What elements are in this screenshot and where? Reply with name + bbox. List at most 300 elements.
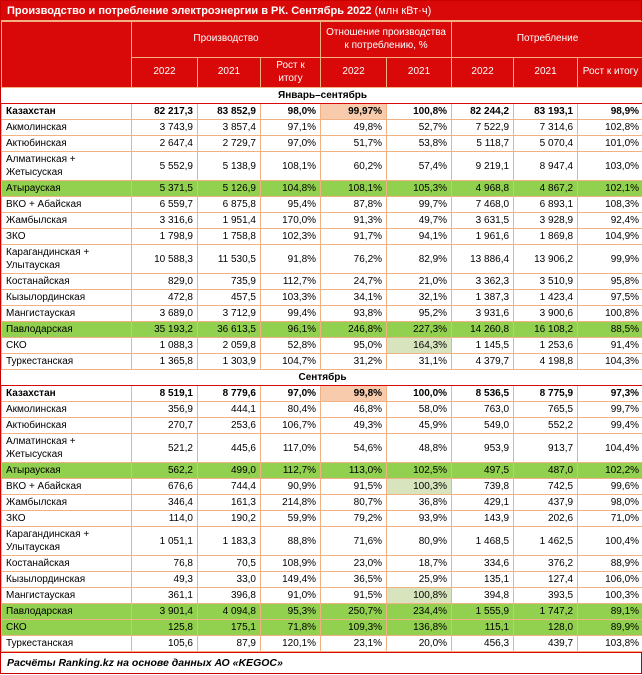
value-cell: 88,5% bbox=[578, 322, 642, 338]
data-row bbox=[2, 245, 642, 274]
value-cell: 80,4% bbox=[261, 402, 321, 418]
value-cell: 2 647,4 bbox=[132, 136, 198, 152]
value-cell: 97,3% bbox=[578, 386, 642, 402]
value-cell: 83 193,1 bbox=[514, 104, 578, 120]
value-cell: 91,5% bbox=[321, 479, 387, 495]
value-cell: 21,0% bbox=[387, 274, 452, 290]
value-cell: 127,4 bbox=[514, 572, 578, 588]
value-cell: 136,8% bbox=[387, 620, 452, 636]
value-cell: 101,0% bbox=[578, 136, 642, 152]
data-row bbox=[2, 418, 642, 434]
value-cell: 108,9% bbox=[261, 556, 321, 572]
value-cell: 3 631,5 bbox=[452, 213, 514, 229]
value-cell: 3 316,6 bbox=[132, 213, 198, 229]
value-cell: 82 244,2 bbox=[452, 104, 514, 120]
value-cell: 104,8% bbox=[261, 181, 321, 197]
region-cell: Атырауская bbox=[2, 181, 132, 197]
value-cell: 32,1% bbox=[387, 290, 452, 306]
value-cell: 253,6 bbox=[198, 418, 261, 434]
value-cell: 164,3% bbox=[387, 338, 452, 354]
value-cell: 3 931,6 bbox=[452, 306, 514, 322]
value-cell: 3 900,6 bbox=[514, 306, 578, 322]
value-cell: 57,4% bbox=[387, 152, 452, 181]
report-title-text: Производство и потребление электроэнергии в РК. Сентябрь 2022 bbox=[7, 5, 372, 17]
value-cell: 7 522,9 bbox=[452, 120, 514, 136]
value-cell: 79,2% bbox=[321, 511, 387, 527]
value-cell: 376,2 bbox=[514, 556, 578, 572]
col-header-prod-2021: 2021 bbox=[198, 58, 261, 88]
value-cell: 106,0% bbox=[578, 572, 642, 588]
value-cell: 108,3% bbox=[578, 197, 642, 213]
section-label: Январь–сентябрь bbox=[2, 88, 642, 104]
value-cell: 6 893,1 bbox=[514, 197, 578, 213]
value-cell: 99,4% bbox=[261, 306, 321, 322]
value-cell: 82 217,3 bbox=[132, 104, 198, 120]
value-cell: 763,0 bbox=[452, 402, 514, 418]
value-cell: 95,4% bbox=[261, 197, 321, 213]
value-cell: 457,5 bbox=[198, 290, 261, 306]
value-cell: 521,2 bbox=[132, 434, 198, 463]
value-cell: 497,5 bbox=[452, 463, 514, 479]
group-header-ratio: Отношение производства к потреблению, % bbox=[321, 22, 452, 58]
value-cell: 161,3 bbox=[198, 495, 261, 511]
value-cell: 91,5% bbox=[321, 588, 387, 604]
value-cell: 97,5% bbox=[578, 290, 642, 306]
value-cell: 88,9% bbox=[578, 556, 642, 572]
value-cell: 59,9% bbox=[261, 511, 321, 527]
data-row bbox=[2, 636, 642, 652]
value-cell: 93,8% bbox=[321, 306, 387, 322]
value-cell: 765,5 bbox=[514, 402, 578, 418]
value-cell: 1 951,4 bbox=[198, 213, 261, 229]
col-header-cons-2022: 2022 bbox=[452, 58, 514, 88]
value-cell: 356,9 bbox=[132, 402, 198, 418]
value-cell: 31,2% bbox=[321, 354, 387, 370]
data-row bbox=[2, 495, 642, 511]
value-cell: 120,1% bbox=[261, 636, 321, 652]
col-header-ratio-2021: 2021 bbox=[387, 58, 452, 88]
value-cell: 53,8% bbox=[387, 136, 452, 152]
value-cell: 91,8% bbox=[261, 245, 321, 274]
value-cell: 125,8 bbox=[132, 620, 198, 636]
section-label-row bbox=[2, 370, 642, 386]
value-cell: 54,6% bbox=[321, 434, 387, 463]
data-row bbox=[2, 604, 642, 620]
value-cell: 92,4% bbox=[578, 213, 642, 229]
value-cell: 102,3% bbox=[261, 229, 321, 245]
value-cell: 1 183,3 bbox=[198, 527, 261, 556]
value-cell: 472,8 bbox=[132, 290, 198, 306]
value-cell: 108,1% bbox=[321, 181, 387, 197]
value-cell: 20,0% bbox=[387, 636, 452, 652]
value-cell: 104,4% bbox=[578, 434, 642, 463]
data-row bbox=[2, 620, 642, 636]
data-row bbox=[2, 434, 642, 463]
value-cell: 3 510,9 bbox=[514, 274, 578, 290]
data-row bbox=[2, 290, 642, 306]
value-cell: 1 051,1 bbox=[132, 527, 198, 556]
value-cell: 3 689,0 bbox=[132, 306, 198, 322]
value-cell: 97,0% bbox=[261, 136, 321, 152]
value-cell: 562,2 bbox=[132, 463, 198, 479]
value-cell: 429,1 bbox=[452, 495, 514, 511]
value-cell: 102,8% bbox=[578, 120, 642, 136]
value-cell: 953,9 bbox=[452, 434, 514, 463]
value-cell: 1 468,5 bbox=[452, 527, 514, 556]
region-cell: СКО bbox=[2, 620, 132, 636]
value-cell: 135,1 bbox=[452, 572, 514, 588]
data-row bbox=[2, 136, 642, 152]
value-cell: 114,0 bbox=[132, 511, 198, 527]
value-cell: 10 588,3 bbox=[132, 245, 198, 274]
data-row bbox=[2, 120, 642, 136]
value-cell: 202,6 bbox=[514, 511, 578, 527]
value-cell: 97,0% bbox=[261, 386, 321, 402]
value-cell: 6 875,8 bbox=[198, 197, 261, 213]
region-cell: Актюбинская bbox=[2, 136, 132, 152]
value-cell: 98,0% bbox=[578, 495, 642, 511]
value-cell: 1 798,9 bbox=[132, 229, 198, 245]
value-cell: 1 088,3 bbox=[132, 338, 198, 354]
value-cell: 80,7% bbox=[321, 495, 387, 511]
value-cell: 2 059,8 bbox=[198, 338, 261, 354]
value-cell: 112,7% bbox=[261, 274, 321, 290]
region-cell: Казахстан bbox=[2, 386, 132, 402]
value-cell: 1 747,2 bbox=[514, 604, 578, 620]
region-cell: Алматинская + Жетысуская bbox=[2, 152, 132, 181]
value-cell: 36 613,5 bbox=[198, 322, 261, 338]
value-cell: 214,8% bbox=[261, 495, 321, 511]
value-cell: 1 462,5 bbox=[514, 527, 578, 556]
value-cell: 1 253,6 bbox=[514, 338, 578, 354]
region-cell: Жамбылская bbox=[2, 213, 132, 229]
data-row bbox=[2, 306, 642, 322]
region-cell: Атырауская bbox=[2, 463, 132, 479]
data-row bbox=[2, 213, 642, 229]
report-title-unit: (млн кВт·ч) bbox=[374, 5, 432, 17]
value-cell: 346,4 bbox=[132, 495, 198, 511]
value-cell: 3 743,9 bbox=[132, 120, 198, 136]
region-cell: Туркестанская bbox=[2, 354, 132, 370]
value-cell: 70,5 bbox=[198, 556, 261, 572]
value-cell: 25,9% bbox=[387, 572, 452, 588]
value-cell: 445,6 bbox=[198, 434, 261, 463]
data-row bbox=[2, 463, 642, 479]
value-cell: 5 552,9 bbox=[132, 152, 198, 181]
value-cell: 99,8% bbox=[321, 386, 387, 402]
value-cell: 14 260,8 bbox=[452, 322, 514, 338]
value-cell: 99,97% bbox=[321, 104, 387, 120]
value-cell: 9 219,1 bbox=[452, 152, 514, 181]
value-cell: 739,8 bbox=[452, 479, 514, 495]
value-cell: 18,7% bbox=[387, 556, 452, 572]
value-cell: 99,7% bbox=[578, 402, 642, 418]
value-cell: 5 070,4 bbox=[514, 136, 578, 152]
value-cell: 105,6 bbox=[132, 636, 198, 652]
data-row bbox=[2, 338, 642, 354]
value-cell: 3 712,9 bbox=[198, 306, 261, 322]
value-cell: 7 468,0 bbox=[452, 197, 514, 213]
value-cell: 8 779,6 bbox=[198, 386, 261, 402]
value-cell: 80,9% bbox=[387, 527, 452, 556]
value-cell: 8 775,9 bbox=[514, 386, 578, 402]
value-cell: 99,4% bbox=[578, 418, 642, 434]
value-cell: 6 559,7 bbox=[132, 197, 198, 213]
region-cell: Костанайская bbox=[2, 556, 132, 572]
value-cell: 89,9% bbox=[578, 620, 642, 636]
region-cell: Алматинская + Жетысуская bbox=[2, 434, 132, 463]
table-header bbox=[2, 22, 642, 88]
value-cell: 91,4% bbox=[578, 338, 642, 354]
region-cell: ЗКО bbox=[2, 511, 132, 527]
value-cell: 175,1 bbox=[198, 620, 261, 636]
col-header-cons-growth: Рост к итогу bbox=[578, 58, 642, 88]
value-cell: 100,8% bbox=[578, 306, 642, 322]
value-cell: 128,0 bbox=[514, 620, 578, 636]
value-cell: 1 555,9 bbox=[452, 604, 514, 620]
value-cell: 143,9 bbox=[452, 511, 514, 527]
value-cell: 49,3% bbox=[321, 418, 387, 434]
value-cell: 396,8 bbox=[198, 588, 261, 604]
value-cell: 103,3% bbox=[261, 290, 321, 306]
col-header-prod-2022: 2022 bbox=[132, 58, 198, 88]
value-cell: 23,1% bbox=[321, 636, 387, 652]
data-row bbox=[2, 197, 642, 213]
value-cell: 5 138,9 bbox=[198, 152, 261, 181]
data-row bbox=[2, 229, 642, 245]
region-cell: ВКО + Абайская bbox=[2, 479, 132, 495]
value-cell: 93,9% bbox=[387, 511, 452, 527]
data-row bbox=[2, 152, 642, 181]
value-cell: 487,0 bbox=[514, 463, 578, 479]
value-cell: 105,3% bbox=[387, 181, 452, 197]
value-cell: 100,8% bbox=[387, 588, 452, 604]
value-cell: 36,8% bbox=[387, 495, 452, 511]
value-cell: 49,7% bbox=[387, 213, 452, 229]
value-cell: 95,3% bbox=[261, 604, 321, 620]
value-cell: 71,0% bbox=[578, 511, 642, 527]
value-cell: 100,4% bbox=[578, 527, 642, 556]
region-cell: Мангистауская bbox=[2, 306, 132, 322]
region-cell: Мангистауская bbox=[2, 588, 132, 604]
value-cell: 1 869,8 bbox=[514, 229, 578, 245]
data-row bbox=[2, 588, 642, 604]
value-cell: 95,8% bbox=[578, 274, 642, 290]
value-cell: 334,6 bbox=[452, 556, 514, 572]
data-row bbox=[2, 181, 642, 197]
value-cell: 456,3 bbox=[452, 636, 514, 652]
region-cell: Кызылординская bbox=[2, 290, 132, 306]
value-cell: 1 961,6 bbox=[452, 229, 514, 245]
value-cell: 13 906,2 bbox=[514, 245, 578, 274]
value-cell: 98,0% bbox=[261, 104, 321, 120]
value-cell: 5 126,9 bbox=[198, 181, 261, 197]
region-cell: Карагандинская + Улытауская bbox=[2, 527, 132, 556]
region-cell: ЗКО bbox=[2, 229, 132, 245]
value-cell: 91,0% bbox=[261, 588, 321, 604]
value-cell: 71,6% bbox=[321, 527, 387, 556]
value-cell: 46,8% bbox=[321, 402, 387, 418]
data-row bbox=[2, 104, 642, 120]
value-cell: 100,3% bbox=[578, 588, 642, 604]
value-cell: 31,1% bbox=[387, 354, 452, 370]
value-cell: 52,8% bbox=[261, 338, 321, 354]
value-cell: 71,8% bbox=[261, 620, 321, 636]
col-header-ratio-2022: 2022 bbox=[321, 58, 387, 88]
value-cell: 87,9 bbox=[198, 636, 261, 652]
value-cell: 94,1% bbox=[387, 229, 452, 245]
value-cell: 103,0% bbox=[578, 152, 642, 181]
value-cell: 742,5 bbox=[514, 479, 578, 495]
value-cell: 33,0 bbox=[198, 572, 261, 588]
region-cell: Костанайская bbox=[2, 274, 132, 290]
value-cell: 394,8 bbox=[452, 588, 514, 604]
value-cell: 23,0% bbox=[321, 556, 387, 572]
value-cell: 2 729,7 bbox=[198, 136, 261, 152]
value-cell: 58,0% bbox=[387, 402, 452, 418]
value-cell: 49,8% bbox=[321, 120, 387, 136]
value-cell: 13 886,4 bbox=[452, 245, 514, 274]
data-row bbox=[2, 354, 642, 370]
group-header-production: Производство bbox=[132, 22, 321, 58]
data-row bbox=[2, 511, 642, 527]
value-cell: 117,0% bbox=[261, 434, 321, 463]
region-cell: Туркестанская bbox=[2, 636, 132, 652]
value-cell: 82,9% bbox=[387, 245, 452, 274]
value-cell: 109,3% bbox=[321, 620, 387, 636]
value-cell: 913,7 bbox=[514, 434, 578, 463]
data-row bbox=[2, 274, 642, 290]
data-row bbox=[2, 527, 642, 556]
value-cell: 91,7% bbox=[321, 229, 387, 245]
value-cell: 100,8% bbox=[387, 104, 452, 120]
value-cell: 393,5 bbox=[514, 588, 578, 604]
value-cell: 676,6 bbox=[132, 479, 198, 495]
value-cell: 11 530,5 bbox=[198, 245, 261, 274]
value-cell: 113,0% bbox=[321, 463, 387, 479]
region-cell: Карагандинская + Улытауская bbox=[2, 245, 132, 274]
region-cell: Актюбинская bbox=[2, 418, 132, 434]
value-cell: 104,7% bbox=[261, 354, 321, 370]
value-cell: 106,7% bbox=[261, 418, 321, 434]
col-header-prod-growth: Рост к итогу bbox=[261, 58, 321, 88]
region-cell: Кызылординская bbox=[2, 572, 132, 588]
value-cell: 149,4% bbox=[261, 572, 321, 588]
value-cell: 34,1% bbox=[321, 290, 387, 306]
value-cell: 4 094,8 bbox=[198, 604, 261, 620]
value-cell: 549,0 bbox=[452, 418, 514, 434]
value-cell: 87,8% bbox=[321, 197, 387, 213]
value-cell: 99,9% bbox=[578, 245, 642, 274]
value-cell: 190,2 bbox=[198, 511, 261, 527]
value-cell: 361,1 bbox=[132, 588, 198, 604]
value-cell: 104,3% bbox=[578, 354, 642, 370]
value-cell: 227,3% bbox=[387, 322, 452, 338]
data-row bbox=[2, 322, 642, 338]
value-cell: 83 852,9 bbox=[198, 104, 261, 120]
value-cell: 76,8 bbox=[132, 556, 198, 572]
value-cell: 1 365,8 bbox=[132, 354, 198, 370]
value-cell: 744,4 bbox=[198, 479, 261, 495]
data-table bbox=[1, 21, 642, 652]
value-cell: 444,1 bbox=[198, 402, 261, 418]
value-cell: 7 314,6 bbox=[514, 120, 578, 136]
value-cell: 51,7% bbox=[321, 136, 387, 152]
value-cell: 95,0% bbox=[321, 338, 387, 354]
value-cell: 3 928,9 bbox=[514, 213, 578, 229]
value-cell: 100,3% bbox=[387, 479, 452, 495]
header-group-row bbox=[2, 22, 642, 58]
value-cell: 735,9 bbox=[198, 274, 261, 290]
value-cell: 97,1% bbox=[261, 120, 321, 136]
value-cell: 1 303,9 bbox=[198, 354, 261, 370]
value-cell: 24,7% bbox=[321, 274, 387, 290]
section-label: Сентябрь bbox=[2, 370, 642, 386]
value-cell: 270,7 bbox=[132, 418, 198, 434]
data-row bbox=[2, 479, 642, 495]
group-header-consumption: Потребление bbox=[452, 22, 642, 58]
region-cell: ВКО + Абайская bbox=[2, 197, 132, 213]
table-body bbox=[2, 88, 642, 652]
value-cell: 35 193,2 bbox=[132, 322, 198, 338]
value-cell: 3 901,4 bbox=[132, 604, 198, 620]
corner-cell bbox=[2, 22, 132, 88]
value-cell: 16 108,2 bbox=[514, 322, 578, 338]
value-cell: 8 947,4 bbox=[514, 152, 578, 181]
region-cell: Акмолинская bbox=[2, 120, 132, 136]
value-cell: 439,7 bbox=[514, 636, 578, 652]
value-cell: 88,8% bbox=[261, 527, 321, 556]
value-cell: 95,2% bbox=[387, 306, 452, 322]
value-cell: 246,8% bbox=[321, 322, 387, 338]
value-cell: 89,1% bbox=[578, 604, 642, 620]
value-cell: 112,7% bbox=[261, 463, 321, 479]
value-cell: 1 387,3 bbox=[452, 290, 514, 306]
value-cell: 5 118,7 bbox=[452, 136, 514, 152]
report-title bbox=[1, 1, 641, 21]
value-cell: 103,8% bbox=[578, 636, 642, 652]
value-cell: 91,3% bbox=[321, 213, 387, 229]
value-cell: 1 423,4 bbox=[514, 290, 578, 306]
value-cell: 115,1 bbox=[452, 620, 514, 636]
region-cell: Акмолинская bbox=[2, 402, 132, 418]
value-cell: 4 968,8 bbox=[452, 181, 514, 197]
region-cell: Павлодарская bbox=[2, 604, 132, 620]
source-note: Расчёты Ranking.kz на основе данных АО «KEGOC» bbox=[1, 652, 641, 673]
value-cell: 1 145,5 bbox=[452, 338, 514, 354]
value-cell: 8 519,1 bbox=[132, 386, 198, 402]
value-cell: 234,4% bbox=[387, 604, 452, 620]
value-cell: 5 371,5 bbox=[132, 181, 198, 197]
value-cell: 4 379,7 bbox=[452, 354, 514, 370]
value-cell: 829,0 bbox=[132, 274, 198, 290]
data-row bbox=[2, 402, 642, 418]
value-cell: 1 758,8 bbox=[198, 229, 261, 245]
value-cell: 8 536,5 bbox=[452, 386, 514, 402]
value-cell: 4 198,8 bbox=[514, 354, 578, 370]
value-cell: 102,1% bbox=[578, 181, 642, 197]
value-cell: 499,0 bbox=[198, 463, 261, 479]
section-label-row bbox=[2, 88, 642, 104]
value-cell: 437,9 bbox=[514, 495, 578, 511]
value-cell: 250,7% bbox=[321, 604, 387, 620]
value-cell: 45,9% bbox=[387, 418, 452, 434]
value-cell: 99,7% bbox=[387, 197, 452, 213]
value-cell: 552,2 bbox=[514, 418, 578, 434]
value-cell: 49,3 bbox=[132, 572, 198, 588]
value-cell: 99,6% bbox=[578, 479, 642, 495]
value-cell: 36,5% bbox=[321, 572, 387, 588]
